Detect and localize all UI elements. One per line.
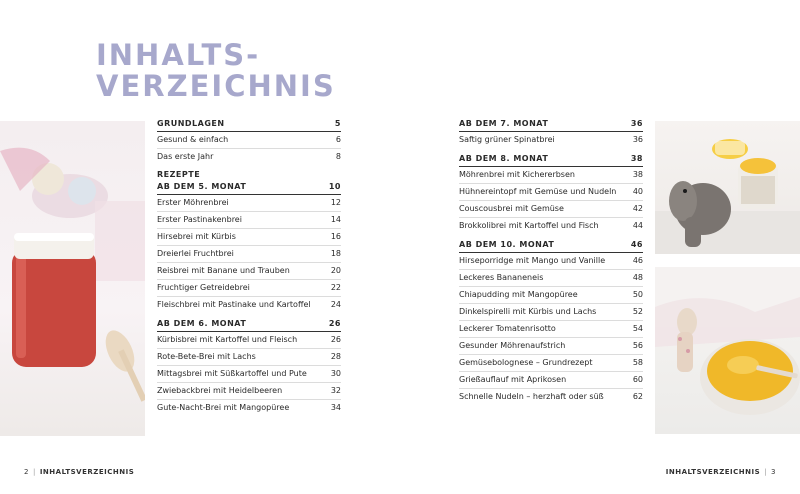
toc-heading-label: GRUNDLAGEN xyxy=(157,119,225,128)
toc-entry-page: 44 xyxy=(632,221,643,230)
toc-heading-label: AB DEM 10. MONAT xyxy=(459,240,555,249)
toc-entry xyxy=(459,201,643,218)
toc-entry-label: Fleischbrei mit Pastinake und Kartoffel xyxy=(157,300,311,309)
footer-label: INHALTSVERZEICHNIS xyxy=(39,468,135,476)
toc-entry xyxy=(459,304,643,321)
toc-entry xyxy=(157,332,341,349)
toc-section-monat5 xyxy=(157,181,341,313)
toc-heading-page: 36 xyxy=(630,119,643,128)
toc-entry xyxy=(459,389,643,405)
toc-entry xyxy=(459,338,643,355)
toc-entry-label: Hirsebrei mit Kürbis xyxy=(157,232,236,241)
toc-entry-page: 40 xyxy=(632,187,643,196)
toc-entry-label: Leckerer Tomatenrisotto xyxy=(459,324,556,333)
toc-heading-page: 10 xyxy=(328,182,341,191)
toc-entry xyxy=(459,270,643,287)
toc-entry xyxy=(157,212,341,229)
toc-entry xyxy=(157,400,341,416)
toc-entry xyxy=(157,349,341,366)
toc-entry-page: 8 xyxy=(335,152,341,161)
toc-entry-label: Gute-Nacht-Brei mit Mangopüree xyxy=(157,403,290,412)
toc-entry-label: Das erste Jahr xyxy=(157,152,214,161)
toc-entry-page: 36 xyxy=(632,135,643,144)
toc-entry xyxy=(459,372,643,389)
toc-heading xyxy=(459,153,643,167)
toc-entry-page: 58 xyxy=(632,358,643,367)
toc-entry-label: Möhrenbrei mit Kichererbsen xyxy=(459,170,575,179)
toc-entry-page: 56 xyxy=(632,341,643,350)
title-line-1: INHALTS- xyxy=(96,38,261,72)
toc-heading xyxy=(157,118,341,132)
toc-entry xyxy=(157,280,341,297)
toc-entry-page: 52 xyxy=(632,307,643,316)
toc-entry-page: 22 xyxy=(330,283,341,292)
toc-entry xyxy=(157,229,341,246)
title-line-2: VERZEICHNIS xyxy=(96,69,336,103)
toc-entry xyxy=(157,195,341,212)
footer-separator: | xyxy=(764,468,768,476)
toc-section-monat7 xyxy=(459,118,643,148)
toc-entry-label: Brokkolibrei mit Kartoffel und Fisch xyxy=(459,221,599,230)
toc-entry-label: Rote-Bete-Brei mit Lachs xyxy=(157,352,256,361)
toc-entry-label: Couscousbrei mit Gemüse xyxy=(459,204,564,213)
toc-entry-page: 50 xyxy=(632,290,643,299)
toc-entry xyxy=(157,263,341,280)
toc-entry xyxy=(459,287,643,304)
toc-entry-page: 34 xyxy=(330,403,341,412)
toc-entry-label: Erster Pastinakenbrei xyxy=(157,215,242,224)
footer-page-number: 2 xyxy=(24,468,29,476)
toc-entry-page: 16 xyxy=(330,232,341,241)
toc-entry-page: 26 xyxy=(330,335,341,344)
toc-entry-page: 42 xyxy=(632,204,643,213)
toc-entry-label: Kürbisbrei mit Kartoffel und Fleisch xyxy=(157,335,298,344)
toc-entry-page: 6 xyxy=(335,135,341,144)
toc-entry-page: 20 xyxy=(330,266,341,275)
toc-rezepte-label: REZEPTE xyxy=(157,170,201,179)
toc-entry-page: 24 xyxy=(330,300,341,309)
toc-heading-page: 26 xyxy=(328,319,341,328)
toc-entry xyxy=(157,149,341,165)
toc-entry-label: Hirseporridge mit Mango und Vanille xyxy=(459,256,606,265)
toc-entry-page: 18 xyxy=(330,249,341,258)
footer-label: INHALTSVERZEICHNIS xyxy=(665,468,761,476)
toc-entry-page: 38 xyxy=(632,170,643,179)
toc-entry xyxy=(459,132,643,148)
photo-bowl-of-puree xyxy=(655,267,800,434)
page-title xyxy=(96,40,336,102)
toc-entry-page: 60 xyxy=(632,375,643,384)
photo-elephant-and-puree xyxy=(655,121,800,254)
photo-jar-of-puree xyxy=(0,121,145,436)
toc-heading xyxy=(459,239,643,253)
toc-entry-label: Zwiebackbrei mit Heidelbeeren xyxy=(157,386,283,395)
footer-left xyxy=(24,468,134,476)
toc-entry-label: Chiapudding mit Mangopüree xyxy=(459,290,578,299)
footer-separator: | xyxy=(32,468,36,476)
toc-section-monat6 xyxy=(157,318,341,416)
toc-entry-label: Mittagsbrei mit Süßkartoffel und Pute xyxy=(157,369,307,378)
toc-heading xyxy=(157,318,341,332)
toc-entry-page: 48 xyxy=(632,273,643,282)
toc-heading-page: 46 xyxy=(630,240,643,249)
toc-heading-page: 38 xyxy=(630,154,643,163)
toc-entry-label: Erster Möhrenbrei xyxy=(157,198,229,207)
toc-entry-page: 28 xyxy=(330,352,341,361)
toc-entry xyxy=(157,246,341,263)
toc-entry xyxy=(459,167,643,184)
toc-entry-label: Hühnereintopf mit Gemüse und Nudeln xyxy=(459,187,617,196)
toc-section-monat10 xyxy=(459,239,643,405)
toc-heading-label: AB DEM 6. MONAT xyxy=(157,319,247,328)
toc-entry-label: Dinkelspirelli mit Kürbis und Lachs xyxy=(459,307,597,316)
toc-entry xyxy=(459,321,643,338)
toc-heading xyxy=(459,118,643,132)
toc-entry-label: Grießauflauf mit Aprikosen xyxy=(459,375,567,384)
toc-entry-page: 46 xyxy=(632,256,643,265)
toc-entry xyxy=(157,366,341,383)
toc-entry-page: 62 xyxy=(632,392,643,401)
toc-entry xyxy=(157,297,341,313)
toc-section-monat8 xyxy=(459,153,643,234)
toc-entry xyxy=(157,383,341,400)
toc-entry-page: 30 xyxy=(330,369,341,378)
toc-entry-label: Dreierlei Fruchtbrei xyxy=(157,249,234,258)
toc-entry-label: Fruchtiger Getreidebrei xyxy=(157,283,250,292)
toc-entry xyxy=(459,184,643,201)
toc-entry-page: 32 xyxy=(330,386,341,395)
toc-heading xyxy=(157,181,341,195)
toc-entry-page: 12 xyxy=(330,198,341,207)
toc-entry xyxy=(459,355,643,372)
toc-heading-page: 5 xyxy=(334,119,341,128)
toc-heading-label: AB DEM 5. MONAT xyxy=(157,182,247,191)
toc-entry-label: Reisbrei mit Banane und Trauben xyxy=(157,266,290,275)
toc-entry-label: Gesunder Möhrenaufstrich xyxy=(459,341,566,350)
toc-left-column xyxy=(157,118,341,416)
toc-entry-label: Gesund & einfach xyxy=(157,135,229,144)
toc-entry-label: Saftig grüner Spinatbrei xyxy=(459,135,555,144)
toc-entry xyxy=(157,132,341,149)
toc-section-grundlagen xyxy=(157,118,341,165)
toc-entry-label: Schnelle Nudeln – herzhaft oder süß xyxy=(459,392,604,401)
toc-entry xyxy=(459,253,643,270)
toc-entry-label: Leckeres Bananeneis xyxy=(459,273,544,282)
footer-page-number: 3 xyxy=(771,468,776,476)
footer-right xyxy=(666,468,776,476)
toc-entry-page: 14 xyxy=(330,215,341,224)
toc-entry-page: 54 xyxy=(632,324,643,333)
toc-entry-label: Gemüsebolognese – Grundrezept xyxy=(459,358,593,367)
toc-entry xyxy=(459,218,643,234)
toc-right-column xyxy=(459,118,643,405)
toc-heading-label: AB DEM 8. MONAT xyxy=(459,154,549,163)
toc-heading-label: AB DEM 7. MONAT xyxy=(459,119,549,128)
